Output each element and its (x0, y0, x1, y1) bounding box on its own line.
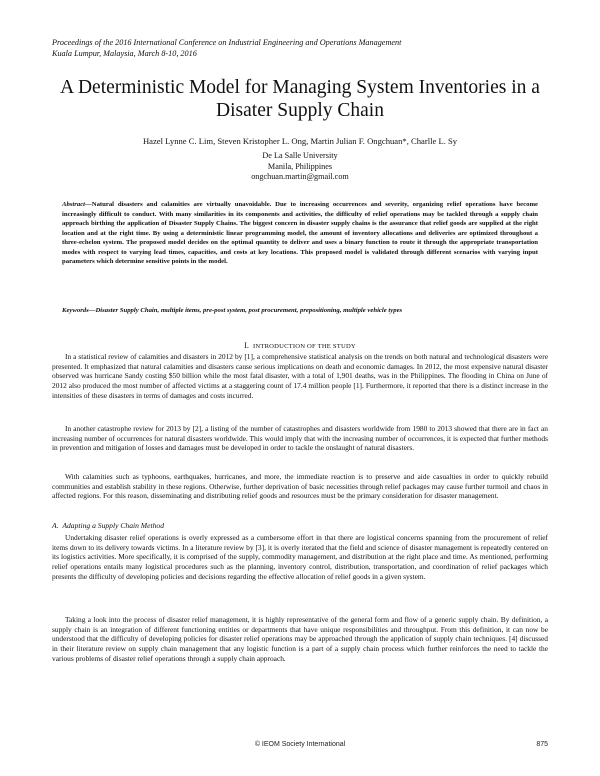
conference-name: Proceedings of the 2016 International Conference on Industrial Engineering and Operations Management (52, 38, 402, 47)
paragraph-2: In another catastrophe review for 2013 by [2], a listing of the number of catastrophes and disasters worldwide from 1980 to 2013 showed that there are in fact an increasing number of occurrences for natural disasters worldwide. This would imply that with the increasing number of occurrences, it is expected that further methods in prevention and mitigation of losses and damages must be developed in order to tackle the onslaught of natural disasters. (52, 424, 548, 453)
paragraph-4: Undertaking disaster relief operations is overly expressed as a cumbersome effort in that there are logistical concerns spanning from the procurement of relief items down to its delivery towards victims. In a literature review by [3], it is overly iterated that the field and science of disaster management is repeatedly centered on its logistics activities. More specifically, it is comprised of the supply, commodity management, and distribution at the right place and time. As mentioned, performing relief operations entails many logistical procedures such as the planning, inventory control, distribution, transportation, and coordination of relief packages which presents the difficulty of developing policies and decisions regarding the effective allocation of relief goods in a given system. (52, 533, 548, 581)
paragraph-3: With calamities such as typhoons, earthquakes, hurricanes, and more, the immediate reaction is to preserve and aide casualties in order to quickly rebuild communities and establish stability in these regions. Otherwise, further deprivation of basic necessities through relief packages may cause further turmoil and chaos in affected regions. For this reason, disseminating and distributing relief goods and resources must be the primary consideration for disaster management. (52, 472, 548, 501)
conference-header (52, 38, 552, 59)
affiliation (40, 151, 560, 183)
subsection-number: A. (52, 521, 59, 530)
abstract-label: Abstract (62, 201, 86, 208)
paragraph-1: In a statistical review of calamities and disasters in 2012 by [1], a comprehensive statistical analysis on the trends on both natural and technological disasters were presented. It emphasized that natural calamities and disasters cause serious implications on death and economic damages. In 2012, the most expensive natural disaster observed was hurricane Sandy costing $50 billion while the most fatal disaster, with a total of 1,901 deaths, was in the Philippines. The flooding in China on June of 2012 also produced the most number of affected victims at a staggering count of 17.4 million people [1]. Furthermore, it reported that there is a distinct increase in the intensities of these disasters in terms of damages and costs incurred. (52, 352, 548, 400)
footer-copyright: © IEOM Society International (254, 741, 346, 748)
university: De La Salle University (262, 151, 338, 160)
subsection-title: Adapting a Supply Chain Method (62, 521, 165, 530)
page-number: 875 (536, 741, 548, 748)
author-list: Hazel Lynne C. Lim, Steven Kristopher L. Ong, Martin Julian F. Ongchuan*, Charlle L. Sy (142, 136, 458, 146)
email: ongchuan.martin@gmail.com (251, 172, 349, 182)
keywords-label: Keywords (62, 307, 89, 314)
abstract-text: Natural disasters and calamities are virtually unavoidable. Due to increasing occurrences and severity, organizing relief operations have become increasingly difficult to conduct. With many similarities in its components and activities, the difficulty of relief operations may be tackled through a supply chain approach birthing the application of Disaster Supply Chains. The biggest concern in disaster supply chains is the assurance that relief goods are supplied at the right location and at the right time. By using a deterministic linear programming model, the amount of inventory allocations and deliveries are optimized throughout a three-echelon system. The proposed model decides on the optimal quantity to deliver and uses a binary function to route it through the appropriate transportation modes with respect to varying lead times, capacities, and costs at key locations. This proposed model is validated through different scenarios with varying input parameters which determine sensitive points in the model. (62, 201, 538, 266)
paragraph-5: Taking a look into the process of disaster relief management, it is highly representative of the general form and flow of a generic supply chain. By definition, a supply chain is an integration of different functioning entities or departments that have unique responsibilities and throughput. From this definition, it can now be understood that the difficulty of developing policies for disaster relief operations may be approached through the application of supply chain techniques. [4] discussed in their literature review on supply chain management that any logistic function is a part of a supply chain process which further reinforces the need to tackle the various problems of disaster relief operations through a supply chain approach. (52, 615, 548, 663)
keywords-text: Disaster Supply Chain, multiple items, pre-post system, post procurement, prepositioning, multiple vehicle types (95, 307, 403, 314)
section-title: INTRODUCTION OF THE STUDY (253, 343, 356, 350)
abstract: Abstract—Natural disasters and calamities are virtually unavoidable. Due to increasing occurrences and severity, organizing relief operations have become increasingly difficult to conduct. With many similarities in its components and activities, the difficulty of relief operations may be tackled through a supply chain approach birthing the application of Disaster Supply Chains. The biggest concern in disaster supply chains is the assurance that relief goods are supplied at the right location and at the right time. By using a deterministic linear programming model, the amount of inventory allocations and deliveries are optimized throughout a three-echelon system. The proposed model decides on the optimal quantity to deliver and uses a binary function to route it through the appropriate transportation modes with respect to varying lead times, capacities, and costs at key locations. This proposed model is validated through different scenarios with varying input parameters which determine sensitive points in the model. (62, 201, 538, 266)
keywords: Keywords—Disaster Supply Chain, multiple items, pre-post system, post procurement, prepositioning, multiple vehicle types (62, 307, 403, 314)
section-heading (40, 341, 560, 350)
section-number: I. (244, 341, 249, 350)
subsection-heading (52, 521, 164, 530)
location: Manila, Philippines (267, 161, 333, 171)
conference-location: Kuala Lumpur, Malaysia, March 8-10, 2016 (52, 48, 197, 58)
paper-title: A Deterministic Model for Managing System Inventories in a Disater Supply Chain (60, 77, 540, 121)
